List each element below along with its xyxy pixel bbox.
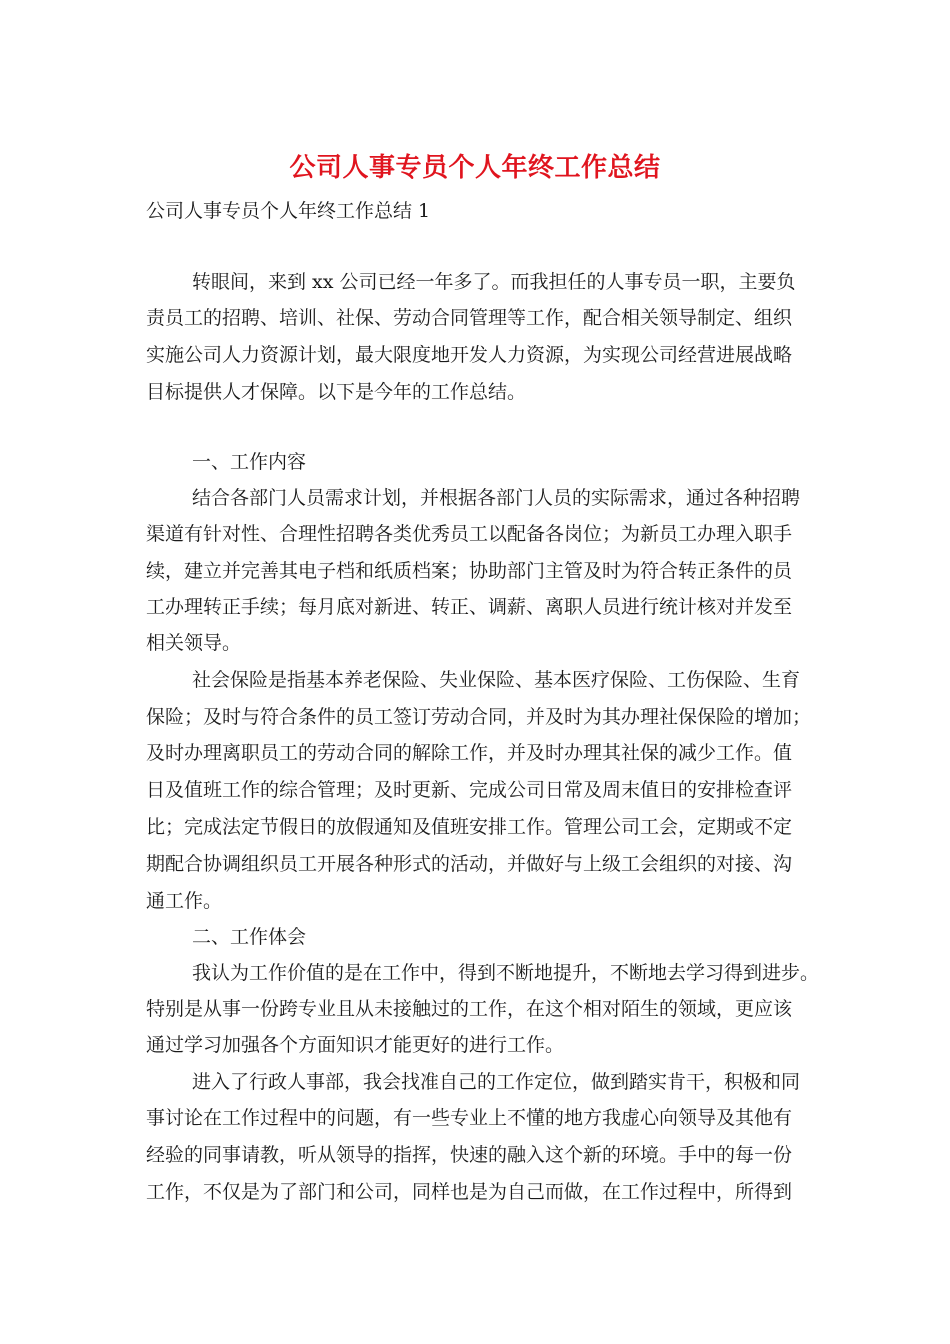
paragraph-line: 事讨论在工作过程中的问题，有一些专业上不懂的地方我虚心向领导及其他有 — [146, 1107, 793, 1129]
paragraph-line: 结合各部门人员需求计划，并根据各部门人员的实际需求，通过各种招聘 — [192, 487, 801, 509]
paragraph-line: 比；完成法定节假日的放假通知及值班安排工作。管理公司工会，定期或不定 — [146, 816, 793, 838]
paragraph-line: 及时办理离职员工的劳动合同的解除工作，并及时办理其社保的减少工作。值 — [146, 742, 793, 764]
paragraph-line: 日及值班工作的综合管理；及时更新、完成公司日常及周末值日的安排检查评 — [146, 779, 793, 801]
paragraph-line: 期配合协调组织员工开展各种形式的活动，并做好与上级工会组织的对接、沟 — [146, 853, 793, 875]
paragraph-line: 续，建立并完善其电子档和纸质档案；协助部门主管及时为符合转正条件的员 — [146, 560, 793, 582]
intro-line: 实施公司人力资源计划，最大限度地开发人力资源，为实现公司经营进展战略 — [146, 344, 793, 366]
paragraph-line: 通工作。 — [146, 890, 223, 912]
paragraph-line: 通过学习加强各个方面知识才能更好的进行工作。 — [146, 1034, 565, 1056]
document-subtitle: 公司人事专员个人年终工作总结 1 — [146, 200, 431, 222]
paragraph-line: 进入了行政人事部，我会找准自己的工作定位，做到踏实肯干，积极和同 — [192, 1071, 801, 1093]
paragraph-line: 特别是从事一份跨专业且从未接触过的工作，在这个相对陌生的领域，更应该 — [146, 998, 793, 1020]
intro-line: 转眼间，来到 xx 公司已经一年多了。而我担任的人事专员一职，主要负 — [192, 271, 796, 293]
paragraph-line: 相关领导。 — [146, 632, 242, 654]
section-heading-work-experience: 二、工作体会 — [192, 926, 307, 948]
paragraph-line: 经验的同事请教，听从领导的指挥，快速的融入这个新的环境。手中的每一份 — [146, 1144, 793, 1166]
paragraph-line: 工办理转正手续；每月底对新进、转正、调薪、离职人员进行统计核对并发至 — [146, 596, 793, 618]
intro-line: 责员工的招聘、培训、社保、劳动合同管理等工作，配合相关领导制定、组织 — [146, 307, 793, 329]
section-heading-work-content: 一、工作内容 — [192, 451, 307, 473]
paragraph-line: 社会保险是指基本养老保险、失业保险、基本医疗保险、工伤保险、生育 — [192, 669, 801, 691]
paragraph-line: 渠道有针对性、合理性招聘各类优秀员工以配备各岗位；为新员工办理入职手 — [146, 523, 793, 545]
document-title: 公司人事专员个人年终工作总结 — [289, 153, 661, 183]
paragraph-line: 工作，不仅是为了部门和公司，同样也是为自己而做，在工作过程中，所得到 — [146, 1181, 793, 1203]
intro-line: 目标提供人才保障。以下是今年的工作总结。 — [146, 381, 527, 403]
paragraph-line: 保险；及时与符合条件的员工签订劳动合同，并及时为其办理社保保险的增加； — [146, 706, 812, 728]
paragraph-line: 我认为工作价值的是在工作中，得到不断地提升，不断地去学习得到进步。 — [192, 962, 820, 984]
